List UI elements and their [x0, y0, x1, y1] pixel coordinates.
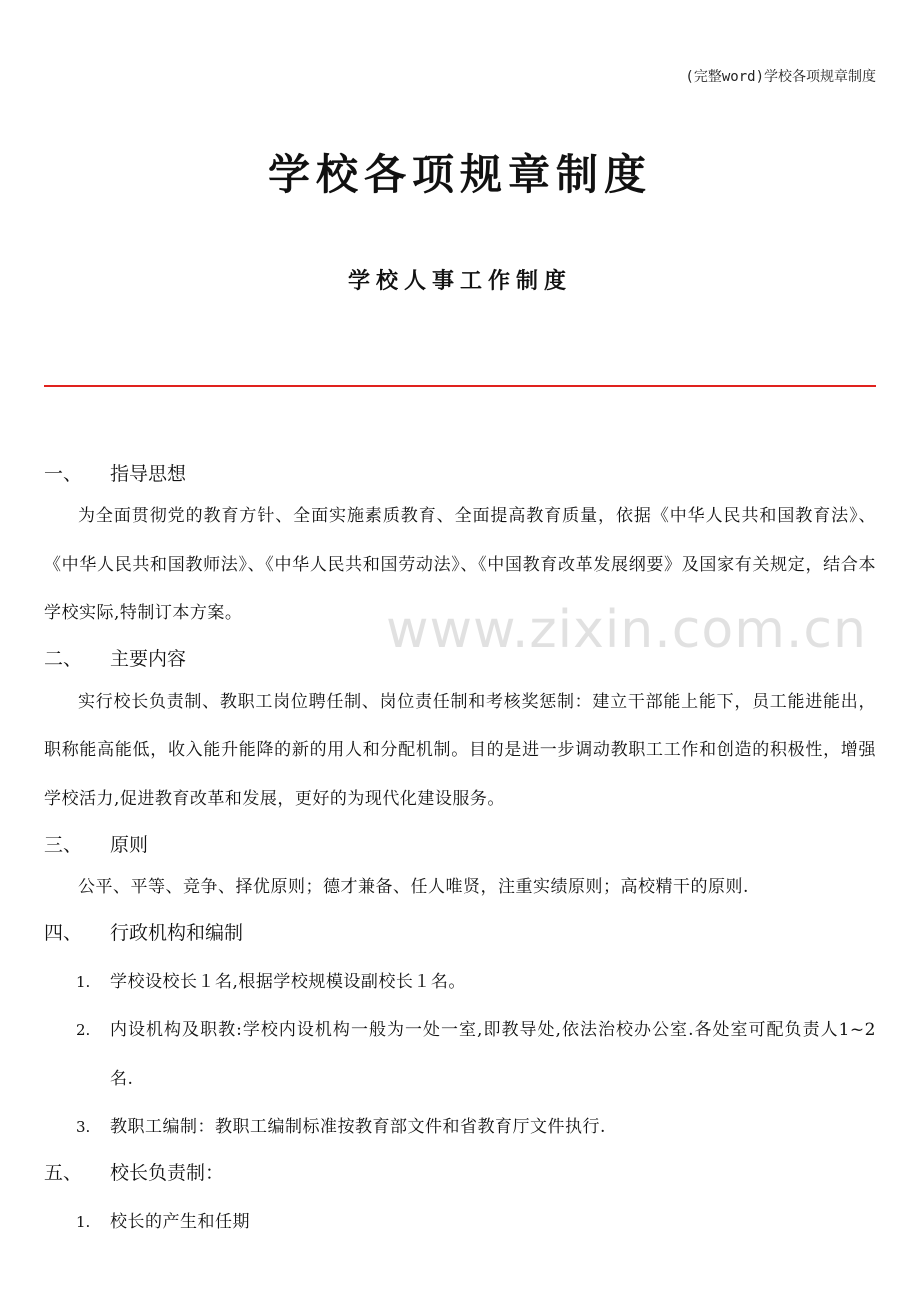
- list-item-text: 学校设校长１名,根据学校规模设副校长１名。: [110, 971, 466, 992]
- list-item-number: 1.: [76, 1212, 91, 1231]
- section-heading: [44, 638, 876, 678]
- list-item: [44, 1006, 876, 1103]
- section-title: 指导思想: [110, 462, 187, 485]
- list-item: [44, 1103, 876, 1152]
- section-paragraph: 实行校长负责制、教职工岗位聘任制、岗位责任制和考核奖惩制：建立干部能上能下，员工能进能出，职称能高能低，收入能升能降的新的用人和分配机制。目的是进一步调动教职工工作和创造的积极性，增强学校活力,促进教育改革和发展，更好的为现代化建设服务。: [44, 691, 876, 809]
- section-number: 四、: [44, 922, 83, 944]
- section-heading: [44, 1152, 876, 1192]
- list-item: [44, 958, 876, 1007]
- section-heading: [44, 452, 876, 492]
- section-title: 行政机构和编制: [110, 922, 244, 944]
- list-item-text: 内设机构及职教:学校内设机构一般为一处一室,即教导处,依法治校办公室.各处室可配负责人1~2名.: [110, 1020, 876, 1089]
- section-heading: [44, 912, 876, 952]
- header-note: (完整word)学校各项规章制度: [685, 69, 876, 85]
- section-number: 二、: [44, 648, 83, 670]
- section-number: 一、: [44, 462, 83, 485]
- red-divider: [44, 385, 876, 387]
- section-paragraph: 为全面贯彻党的教育方针、全面实施素质教育、全面提高教育质量，依据《中华人民共和国教育法》、《中华人民共和国教师法》、《中华人民共和国劳动法》、《中国教育改革发展纲要》及国家有关规定，结合本学校实际,特制订本方案。: [44, 506, 876, 623]
- list-item-number: 3.: [76, 1118, 91, 1136]
- section-title: 主要内容: [110, 648, 187, 670]
- section-number: 三、: [44, 833, 83, 856]
- document-subtitle: 学校人事工作制度: [347, 268, 572, 294]
- document-body: [44, 452, 876, 1246]
- list-item-number: 2.: [76, 1021, 91, 1039]
- list-item-text: 校长的产生和任期: [110, 1211, 250, 1232]
- list-item-number: 1.: [76, 972, 91, 991]
- section-number: 五、: [44, 1162, 83, 1184]
- section-title: 校长负责制：: [110, 1162, 225, 1184]
- section-title: 原则: [110, 833, 149, 856]
- list-item-text: 教职工编制：教职工编制标准按教育部文件和省教育厅文件执行.: [110, 1117, 606, 1137]
- section-heading: [44, 823, 876, 863]
- list-item: [44, 1198, 876, 1247]
- document-title: 学校各项规章制度: [267, 150, 652, 199]
- section-paragraph: 公平、平等、竞争、择优原则；德才兼备、任人唯贤，注重实绩原则；高校精干的原则.: [78, 877, 749, 897]
- watermark: www.zixin.com.cn: [386, 600, 867, 660]
